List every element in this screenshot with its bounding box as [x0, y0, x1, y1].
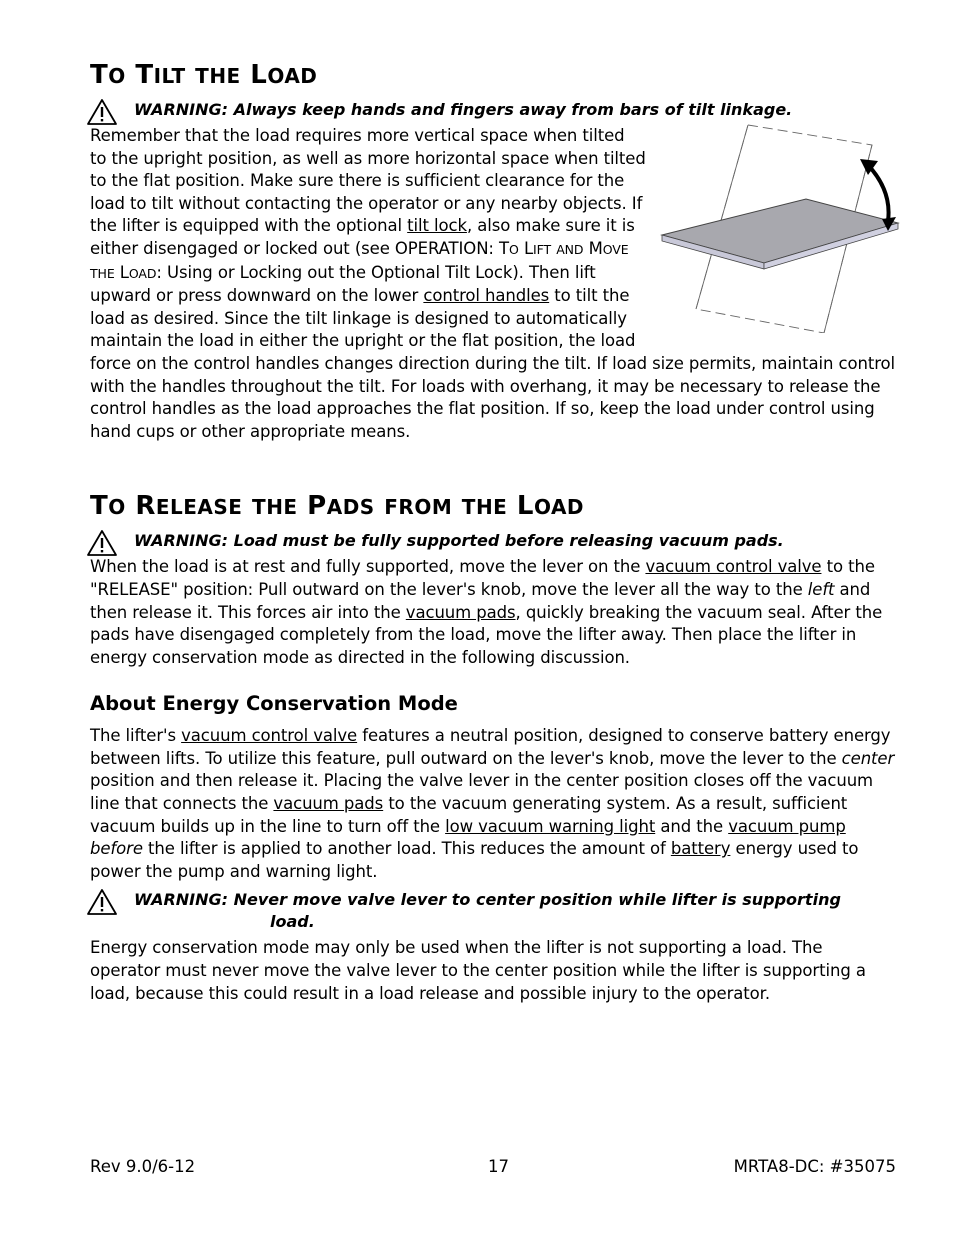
link-vacuum-pads[interactable]: vacuum pads [405, 602, 516, 622]
link-tilt-lock[interactable]: tilt lock [407, 216, 467, 236]
footer-document-id: MRTA8-DC: #35075 [733, 1157, 896, 1176]
link-vacuum-pads[interactable]: vacuum pads [273, 794, 384, 814]
link-low-vacuum-warning-light[interactable]: low vacuum warning light [445, 816, 656, 836]
heading-tilt-load: TO TILT THE LOAD [90, 60, 318, 90]
warning-text: WARNING: Load must be fully supported before releasing vacuum pads. [134, 531, 784, 551]
footer-revision: Rev 9.0/6-12 [90, 1157, 196, 1176]
release-paragraph: When the load is at rest and fully supported, move the lever on the vacuum control valve to the "RELEASE" position: Pull outward on the lever's knob, move the lever all the way to the left and then release it. This forces air into the vacuum pads, quickly breaking the vacuum seal. After the pads have disengaged completely from the load, move the lifter away. Then place the lifter in energy conservation mode as directed in the following discussion. [90, 557, 883, 667]
warning-triangle-icon [86, 888, 118, 916]
energy-caution-paragraph: Energy conservation mode may only be used when the lifter is not supporting a load. The operator must never move the valve lever to the center position while the lifter is supporting a load, because this could result in a load release and possible injury to the operator. [90, 938, 866, 1003]
energy-paragraph: The lifter's vacuum control valve features a neutral position, designed to conserve battery energy between lifts. To utilize this feature, pull outward on the lever's knob, move the lever to the center position and then release it. Placing the valve lever in the center position closes off the vacuum line that connects the vacuum pads to the vacuum generating system. As a result, sufficient vacuum builds up in the line to turn off the low vacuum warning light and the vacuum pump before the lifter is applied to another load. This reduces the amount of battery energy used to power the pump and warning light. [90, 726, 895, 881]
warning-valve-lever [86, 889, 896, 933]
page-content [90, 58, 896, 1005]
warning-tilt-linkage [86, 99, 896, 121]
warning-triangle-icon [86, 529, 118, 557]
warning-load-supported [86, 530, 896, 552]
heading-release-pads: TO RELEASE THE PADS FROM THE LOAD [90, 491, 585, 522]
footer-page-number: 17 [488, 1157, 509, 1176]
warning-text-line2: load. [270, 912, 315, 932]
warning-text-line1: WARNING: Never move valve lever to center position while lifter is supporting [134, 890, 841, 910]
tilt-diagram-image [656, 123, 904, 333]
link-vacuum-pump[interactable]: vacuum pump [728, 816, 846, 836]
tilt-paragraph: Remember that the load requires more vertical space when tilted to the upright position, as well as more horizontal space when tilted to the flat position. Make sure there is sufficient clearance for the load to tilt without contacting the operator or any nearby objects. If the lifter is equipped with the optional tilt lock, also make sure it is either disengaged or locked out (see OPERATION: TO LIFT AND MOVE THE LOAD: Using or Locking out the Optional Tilt Lock). Then lift upward or press downward on the lower control handles to tilt the load as desired. Since the tilt linkage is designed to automatically maintain the load in either the upright or the flat position, the load force on the control handles changes direction during the tilt. If load size permits, maintain control with the handles throughout the tilt. For loads with overhang, it may be necessary to release the control handles as the load approaches the flat position. If so, keep the load under control using hand cups or other appropriate means. [90, 126, 896, 441]
link-vacuum-control-valve[interactable]: vacuum control valve [181, 726, 358, 746]
link-control-handles[interactable]: control handles [423, 286, 550, 306]
warning-text: WARNING: Always keep hands and fingers away from bars of tilt linkage. [134, 100, 793, 119]
heading-energy-conservation: About Energy Conservation Mode [90, 692, 458, 716]
link-vacuum-control-valve[interactable]: vacuum control valve [645, 557, 822, 577]
warning-triangle-icon [86, 98, 118, 126]
link-battery[interactable]: battery [670, 839, 731, 859]
